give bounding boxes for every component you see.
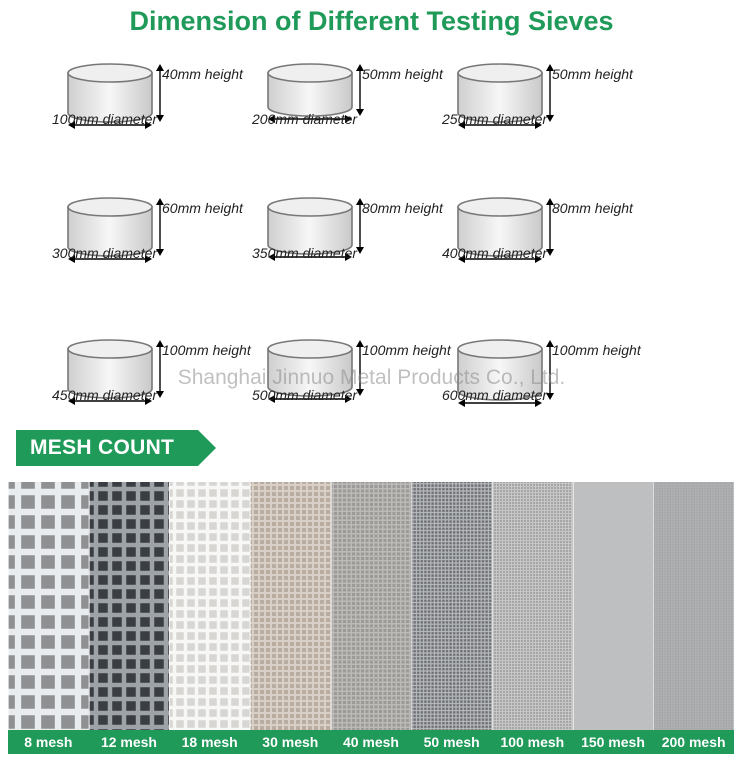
mesh-label: 30 mesh bbox=[262, 734, 319, 750]
sieve-height-label: 100mm height bbox=[552, 342, 641, 358]
sieve-diameter-label: 500mm diameter bbox=[252, 387, 358, 403]
sieve-diameter-label: 200mm diameter bbox=[252, 111, 358, 127]
sieve-diameter-label: 400mm diameter bbox=[442, 245, 548, 261]
mesh-count-badge bbox=[16, 430, 216, 466]
sieve-diameter-label: 450mm diameter bbox=[52, 387, 158, 403]
mesh-sample-strip bbox=[8, 482, 734, 730]
sieve-height-label: 80mm height bbox=[552, 200, 633, 216]
sieve-item bbox=[442, 58, 657, 138]
mesh-sample-2 bbox=[89, 482, 170, 730]
sieve-item bbox=[52, 58, 267, 138]
watermark: Shanghai Jinnuo Metal Products Co., Ltd. bbox=[177, 366, 566, 389]
sieve-diameter-label: 600mm diameter bbox=[442, 387, 548, 403]
sieve-height-label: 100mm height bbox=[162, 342, 251, 358]
page-title: Dimension of Different Testing Sieves bbox=[129, 6, 614, 36]
sieve-height-label: 100mm height bbox=[362, 342, 451, 358]
mesh-label: 200 mesh bbox=[661, 734, 726, 750]
mesh-sample-3 bbox=[169, 482, 250, 730]
sieve-item bbox=[252, 58, 467, 138]
mesh-label: 12 mesh bbox=[100, 734, 157, 750]
mesh-sample-8 bbox=[573, 482, 654, 730]
mesh-sample-1 bbox=[8, 482, 89, 730]
sieve-height-label: 50mm height bbox=[362, 66, 443, 82]
mesh-sample-7 bbox=[492, 482, 573, 730]
mesh-label: 40 mesh bbox=[342, 734, 399, 750]
mesh-label: 8 mesh bbox=[24, 734, 73, 750]
sieve-height-label: 60mm height bbox=[162, 200, 243, 216]
sieve-height-label: 50mm height bbox=[552, 66, 633, 82]
mesh-label: 50 mesh bbox=[423, 734, 480, 750]
sieve-height-label: 40mm height bbox=[162, 66, 243, 82]
mesh-label: 18 mesh bbox=[181, 734, 238, 750]
mesh-label: 150 mesh bbox=[581, 734, 645, 750]
sieve-item bbox=[252, 192, 467, 272]
sieve-diameter-label: 250mm diameter bbox=[442, 111, 548, 127]
sieve-diameter-label: 300mm diameter bbox=[52, 245, 158, 261]
mesh-sample-9 bbox=[653, 482, 734, 730]
mesh-sample-6 bbox=[411, 482, 492, 730]
sieve-diameter-label: 100mm diameter bbox=[52, 111, 158, 127]
mesh-label: 100 mesh bbox=[500, 734, 565, 750]
mesh-label-bar bbox=[8, 730, 734, 754]
mesh-sample-5 bbox=[331, 482, 412, 730]
mesh-count-label: MESH COUNT bbox=[30, 436, 175, 459]
sieve-item bbox=[52, 192, 267, 272]
sieve-height-label: 80mm height bbox=[362, 200, 443, 216]
sieve-item bbox=[442, 192, 657, 272]
sieve-diameter-label: 350mm diameter bbox=[252, 245, 358, 261]
mesh-sample-4 bbox=[250, 482, 331, 730]
